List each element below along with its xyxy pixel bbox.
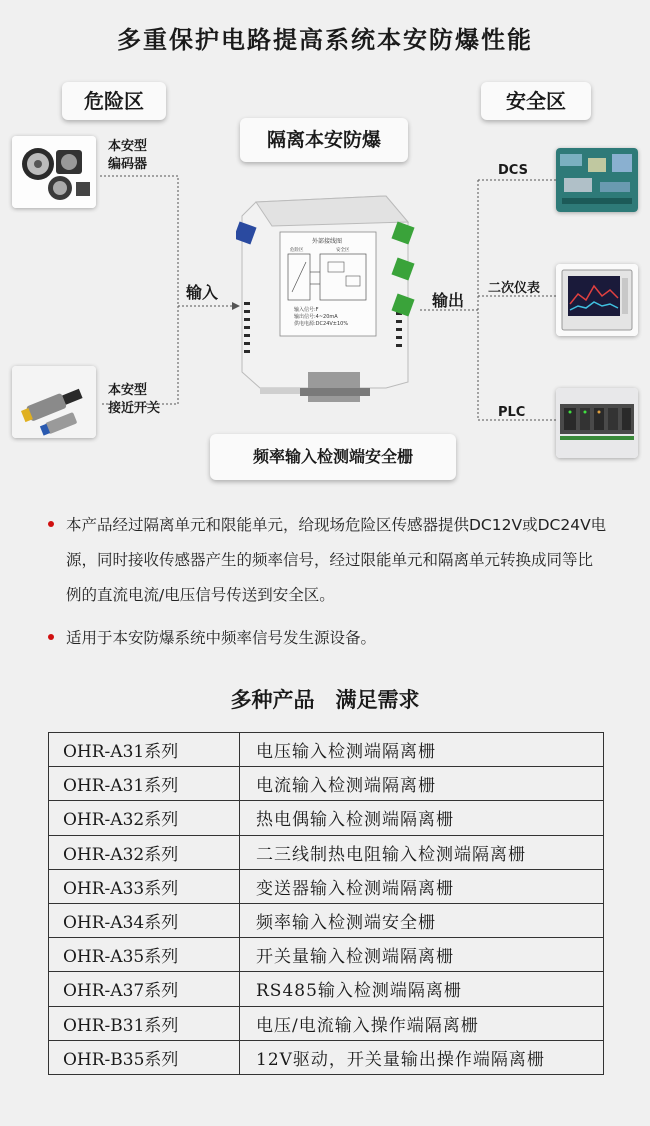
secondary-instrument-label: 二次仪表 xyxy=(488,281,541,296)
table-row xyxy=(49,733,604,767)
dcs-label: DCS xyxy=(498,163,528,178)
encoder-label-line2: 编码器 xyxy=(108,157,148,172)
product-description: 电压输入检测端隔离栅 xyxy=(240,733,604,767)
product-description: 二三线制热电阻输入检测端隔离栅 xyxy=(240,835,604,869)
device-spec-3: 供电电源:DC24V±10% xyxy=(294,321,349,327)
device-panel-title: 外部接线图 xyxy=(312,238,343,245)
isolation-label: 隔离本安防爆 xyxy=(240,118,408,162)
description-item xyxy=(48,621,608,656)
product-description: 电压/电流输入操作端隔离栅 xyxy=(240,1006,604,1040)
device-hazard-label: 危险区 xyxy=(290,248,304,253)
products-title: 多种产品 满足需求 xyxy=(230,688,420,712)
product-table xyxy=(48,732,604,1075)
product-model: OHR-A37系列 xyxy=(49,972,240,1006)
product-description: 开关量输入检测端隔离栅 xyxy=(240,938,604,972)
description-text: 适用于本安防爆系统中频率信号发生源设备。 xyxy=(66,629,377,647)
encoder-image xyxy=(12,136,96,208)
safe-zone-label: 安全区 xyxy=(481,82,591,120)
product-description: 频率输入检测端安全栅 xyxy=(240,903,604,937)
page-title: 多重保护电路提高系统本安防爆性能 xyxy=(117,26,533,54)
product-model: OHR-A31系列 xyxy=(49,733,240,767)
output-label: 输出 xyxy=(432,291,465,310)
secondary-instrument-image xyxy=(556,264,638,336)
isolator-device xyxy=(236,192,416,414)
product-description: 变送器输入检测端隔离栅 xyxy=(240,869,604,903)
plc-image xyxy=(556,388,638,458)
device-spec-1: 输入信号:F xyxy=(294,307,319,313)
proximity-label-line1: 本安型 xyxy=(108,383,148,398)
product-description: 热电偶输入检测端隔离栅 xyxy=(240,801,604,835)
product-model: OHR-B35系列 xyxy=(49,1040,240,1074)
product-model: OHR-A32系列 xyxy=(49,835,240,869)
dcs-image xyxy=(556,148,638,212)
bullet-icon xyxy=(48,634,54,640)
product-model: OHR-B31系列 xyxy=(49,1006,240,1040)
table-row xyxy=(49,938,604,972)
description xyxy=(48,508,608,656)
table-row xyxy=(49,869,604,903)
bullet-icon xyxy=(48,521,54,527)
proximity-switch-image xyxy=(12,366,96,438)
proximity-label-line2: 接近开关 xyxy=(108,401,161,416)
product-model: OHR-A35系列 xyxy=(49,938,240,972)
product-name-label: 频率输入检测端安全栅 xyxy=(210,434,456,480)
product-description: RS485输入检测端隔离栅 xyxy=(240,972,604,1006)
table-row xyxy=(49,767,604,801)
plc-label: PLC xyxy=(498,405,526,420)
danger-zone-label: 危险区 xyxy=(62,82,166,120)
product-model: OHR-A34系列 xyxy=(49,903,240,937)
device-safe-label: 安全区 xyxy=(336,248,350,253)
product-description: 12V驱动，开关量输出操作端隔离栅 xyxy=(240,1040,604,1074)
table-row xyxy=(49,1040,604,1074)
encoder-label-line1: 本安型 xyxy=(108,139,148,154)
product-description: 电流输入检测端隔离栅 xyxy=(240,767,604,801)
table-row xyxy=(49,835,604,869)
device-spec-2: 输出信号:4~20mA xyxy=(294,314,338,320)
table-row xyxy=(49,972,604,1006)
table-row xyxy=(49,1006,604,1040)
description-item xyxy=(48,508,608,613)
description-text: 本产品经过隔离单元和限能单元，给现场危险区传感器提供DC12V或DC24V电源，同时接收传感器产生的频率信号，经过限能单元和隔离单元转换成同等比例的直流电流/电压信号传送到安全区。 xyxy=(66,516,607,604)
input-label: 输入 xyxy=(186,283,219,302)
product-model: OHR-A32系列 xyxy=(49,801,240,835)
table-row xyxy=(49,801,604,835)
product-model: OHR-A31系列 xyxy=(49,767,240,801)
table-row xyxy=(49,903,604,937)
product-model: OHR-A33系列 xyxy=(49,869,240,903)
